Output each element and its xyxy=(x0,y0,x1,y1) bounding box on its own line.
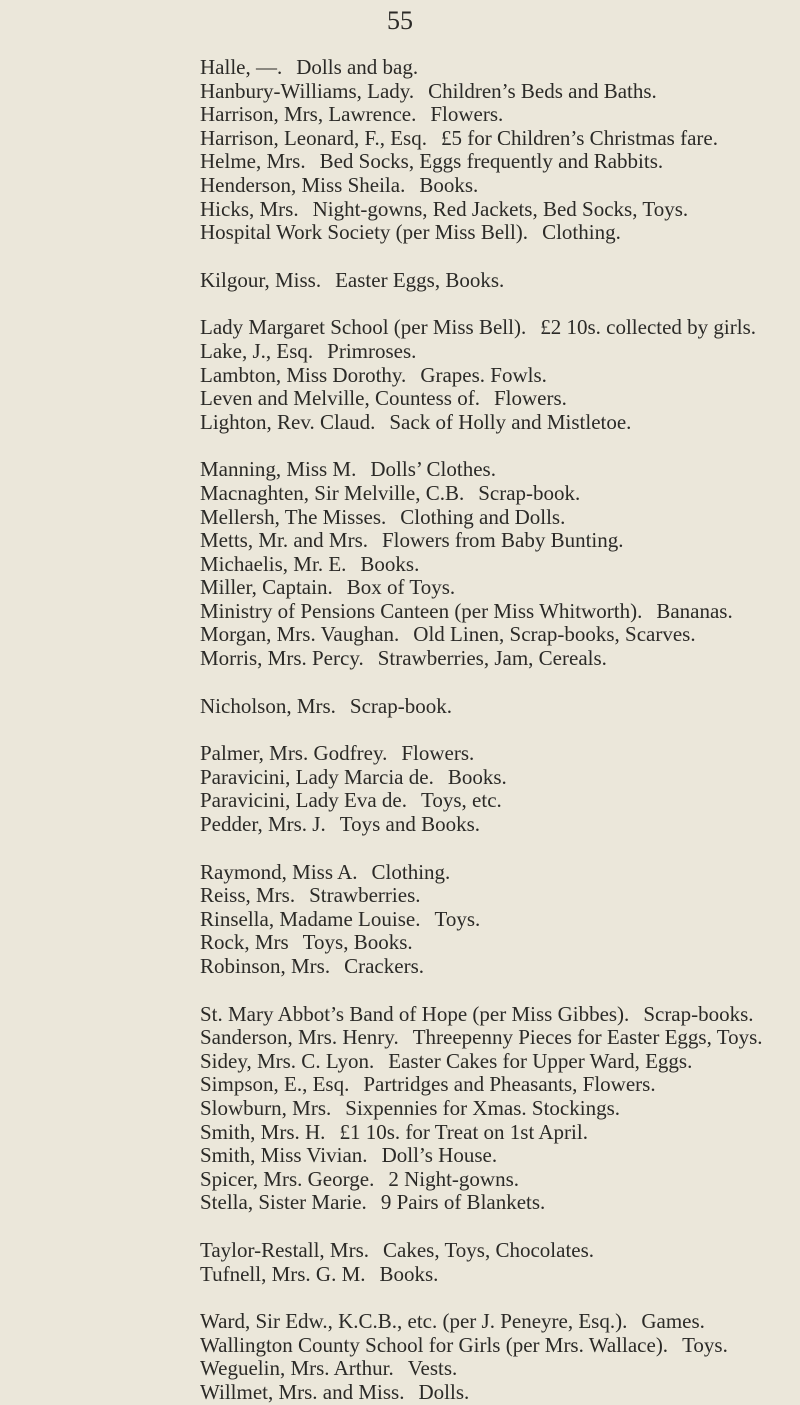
donor-group xyxy=(200,1003,790,1215)
donation-description: Toys. xyxy=(682,1332,728,1357)
donation-description: Sixpennies for Xmas. Stockings. xyxy=(345,1095,620,1120)
donor-entry xyxy=(200,103,790,127)
donor-name: St. Mary Abbot’s Band of Hope (per Miss Gibbes). xyxy=(200,1001,630,1026)
donor-entry xyxy=(200,600,790,624)
donor-entry xyxy=(200,364,790,388)
donation-description: Partridges and Pheasants, Flowers. xyxy=(363,1072,656,1097)
donor-entry xyxy=(200,316,790,340)
donor-name: Ministry of Pensions Canteen (per Miss Whitworth). xyxy=(200,598,643,623)
donor-name: Spicer, Mrs. George. xyxy=(200,1166,375,1191)
donation-description: Flowers from Baby Bunting. xyxy=(382,528,624,553)
donor-name: Paravicini, Lady Marcia de. xyxy=(200,764,434,789)
donor-name: Raymond, Miss A. xyxy=(200,859,358,884)
donor-name: Sidey, Mrs. C. Lyon. xyxy=(200,1048,375,1073)
donor-name: Smith, Miss Vivian. xyxy=(200,1143,368,1168)
donor-entry xyxy=(200,1239,790,1263)
donation-description: Scrap-book. xyxy=(478,480,581,505)
donation-description: Night-gowns, Red Jackets, Bed Socks, Toys. xyxy=(312,196,689,221)
donor-entry xyxy=(200,908,790,932)
donor-entry xyxy=(200,576,790,600)
donor-entry xyxy=(200,1381,790,1405)
donor-entry xyxy=(200,1357,790,1381)
donation-description: Cakes, Toys, Chocolates. xyxy=(383,1237,595,1262)
donation-description: Books. xyxy=(419,172,479,197)
donor-name: Pedder, Mrs. J. xyxy=(200,812,326,837)
donor-entry xyxy=(200,56,790,80)
donor-entry xyxy=(200,387,790,411)
donor-entry xyxy=(200,955,790,979)
donor-group xyxy=(200,316,790,434)
donation-description: £1 10s. for Treat on 1st April. xyxy=(339,1119,588,1144)
donor-name: Lady Margaret School (per Miss Bell). xyxy=(200,315,527,340)
donor-entry xyxy=(200,861,790,885)
donor-entry xyxy=(200,269,790,293)
donor-entry xyxy=(200,1144,790,1168)
donor-group xyxy=(200,1239,790,1286)
donation-description: Toys and Books. xyxy=(339,812,481,837)
donor-name: Ward, Sir Edw., K.C.B., etc. (per J. Peneyre, Esq.). xyxy=(200,1309,628,1334)
donor-name: Sanderson, Mrs. Henry. xyxy=(200,1025,399,1050)
donor-group xyxy=(200,458,790,670)
donor-name: Tufnell, Mrs. G. M. xyxy=(200,1261,366,1286)
donor-name: Morgan, Mrs. Vaughan. xyxy=(200,622,400,647)
donation-description: Children’s Beds and Baths. xyxy=(428,78,657,103)
donor-entry xyxy=(200,340,790,364)
donation-description: Doll’s House. xyxy=(381,1143,498,1168)
donor-entry xyxy=(200,623,790,647)
donation-description: Box of Toys. xyxy=(346,575,456,600)
donation-description: Dolls. xyxy=(418,1379,470,1404)
donation-description: Primroses. xyxy=(327,338,417,363)
donor-name: Willmet, Mrs. and Miss. xyxy=(200,1379,405,1404)
donor-entry xyxy=(200,150,790,174)
donor-name: Morris, Mrs. Percy. xyxy=(200,646,364,671)
donor-entry xyxy=(200,884,790,908)
donor-name: Robinson, Mrs. xyxy=(200,954,331,978)
donor-entry xyxy=(200,1097,790,1121)
donation-description: Toys. xyxy=(434,906,481,931)
donation-description: Books. xyxy=(447,764,507,789)
donor-name: Nicholson, Mrs. xyxy=(200,693,336,718)
donor-name: Metts, Mr. and Mrs. xyxy=(200,528,368,553)
donation-description: Bananas. xyxy=(656,598,733,623)
donor-name: Smith, Mrs. H. xyxy=(200,1119,326,1144)
donor-entry xyxy=(200,789,790,813)
donation-description: Clothing. xyxy=(371,859,451,884)
donor-name: Harrison, Leonard, F., Esq. xyxy=(200,125,427,150)
donor-name: Mellersh, The Misses. xyxy=(200,504,387,529)
donor-name: Paravicini, Lady Eva de. xyxy=(200,788,408,813)
donor-entry xyxy=(200,506,790,530)
donation-description: Toys, Books. xyxy=(302,930,413,955)
donor-group xyxy=(200,269,790,293)
donor-entry xyxy=(200,1073,790,1097)
donation-description: £2 10s. collected by girls. xyxy=(540,315,757,340)
donation-description: 2 Night-gowns. xyxy=(388,1166,519,1191)
donor-name: Miller, Captain. xyxy=(200,575,333,600)
donor-entry xyxy=(200,931,790,955)
donor-group xyxy=(200,56,790,245)
donor-entry xyxy=(200,198,790,222)
donor-group xyxy=(200,861,790,979)
donor-entry xyxy=(200,1121,790,1145)
donor-name: Reiss, Mrs. xyxy=(200,883,296,908)
donation-description: £5 for Children’s Christmas fare. xyxy=(440,125,718,150)
donation-description: Grapes. Fowls. xyxy=(420,362,547,387)
donor-entry xyxy=(200,482,790,506)
donor-name: Lake, J., Esq. xyxy=(200,338,314,363)
donor-entry xyxy=(200,1003,790,1027)
donor-entry xyxy=(200,1050,790,1074)
donor-name: Henderson, Miss Sheila. xyxy=(200,172,406,197)
donation-description: Old Linen, Scrap-books, Scarves. xyxy=(413,622,696,647)
donor-entry xyxy=(200,411,790,435)
donor-name: Hanbury-Williams, Lady. xyxy=(200,78,415,103)
donor-name: Stella, Sister Marie. xyxy=(200,1190,367,1215)
donation-description: Games. xyxy=(641,1309,705,1334)
donor-name: Leven and Melville, Countess of. xyxy=(200,386,480,411)
donor-name: Lambton, Miss Dorothy. xyxy=(200,362,407,387)
donation-description: Easter Eggs, Books. xyxy=(335,267,505,292)
donor-entry xyxy=(200,458,790,482)
donor-name: Macnaghten, Sir Melville, C.B. xyxy=(200,480,465,505)
donor-group xyxy=(200,1310,790,1404)
donor-name: Palmer, Mrs. Godfrey. xyxy=(200,741,388,766)
donor-entry xyxy=(200,1026,790,1050)
donor-name: Simpson, E., Esq. xyxy=(200,1072,350,1097)
donation-description: Books. xyxy=(360,551,420,576)
donor-name: Hospital Work Society (per Miss Bell). xyxy=(200,220,529,245)
donor-name: Helme, Mrs. xyxy=(200,149,306,174)
donation-description: Flowers. xyxy=(493,386,567,411)
donor-entry xyxy=(200,174,790,198)
donor-name: Weguelin, Mrs. Arthur. xyxy=(200,1356,394,1381)
donation-description: Clothing. xyxy=(542,220,621,245)
donor-entry xyxy=(200,1263,790,1287)
donor-entry xyxy=(200,80,790,104)
donor-entry xyxy=(200,1168,790,1192)
donation-description: Dolls and bag. xyxy=(296,55,419,79)
donation-description: Clothing and Dolls. xyxy=(400,504,566,529)
donor-entry xyxy=(200,127,790,151)
donation-description: 9 Pairs of Blankets. xyxy=(380,1190,546,1215)
donor-name: Michaelis, Mr. E. xyxy=(200,551,347,576)
donation-description: Crackers. xyxy=(344,954,424,978)
donation-description: Threepenny Pieces for Easter Eggs, Toys. xyxy=(412,1025,763,1050)
donor-name: Rock, Mrs xyxy=(200,930,289,955)
donation-description: Flowers. xyxy=(401,741,475,766)
donor-list xyxy=(200,56,790,1405)
donor-name: Hicks, Mrs. xyxy=(200,196,299,221)
donor-name: Halle, —. xyxy=(200,55,283,79)
donor-name: Lighton, Rev. Claud. xyxy=(200,409,376,434)
donor-group xyxy=(200,695,790,719)
donation-description: Dolls’ Clothes. xyxy=(370,457,496,482)
donor-entry xyxy=(200,529,790,553)
donor-entry xyxy=(200,813,790,837)
donor-name: Wallington County School for Girls (per Mrs. Wallace). xyxy=(200,1332,669,1357)
donation-description: Bed Socks, Eggs frequently and Rabbits. xyxy=(319,149,664,174)
donor-group xyxy=(200,742,790,836)
donor-entry xyxy=(200,1191,790,1215)
donation-description: Flowers. xyxy=(430,102,504,127)
donor-entry xyxy=(200,766,790,790)
donor-name: Harrison, Mrs, Lawrence. xyxy=(200,102,417,127)
donor-entry xyxy=(200,553,790,577)
donor-entry xyxy=(200,742,790,766)
donation-description: Vests. xyxy=(407,1356,458,1381)
donation-description: Scrap-books. xyxy=(643,1001,754,1026)
donor-name: Slowburn, Mrs. xyxy=(200,1095,332,1120)
donor-name: Kilgour, Miss. xyxy=(200,267,322,292)
donation-description: Strawberries. xyxy=(309,883,421,908)
donation-description: Sack of Holly and Mistletoe. xyxy=(389,409,632,434)
donor-name: Rinsella, Madame Louise. xyxy=(200,906,421,931)
donation-description: Easter Cakes for Upper Ward, Eggs. xyxy=(388,1048,693,1073)
donor-entry xyxy=(200,221,790,245)
donation-description: Books. xyxy=(379,1261,439,1286)
donor-name: Manning, Miss M. xyxy=(200,457,357,482)
donation-description: Strawberries, Jam, Cereals. xyxy=(377,646,607,671)
donor-entry xyxy=(200,695,790,719)
donor-name: Taylor-Restall, Mrs. xyxy=(200,1237,369,1262)
donation-description: Toys, etc. xyxy=(421,788,502,813)
donor-entry xyxy=(200,1310,790,1334)
donation-description: Scrap-book. xyxy=(349,693,452,718)
donor-entry xyxy=(200,647,790,671)
page-number: 55 xyxy=(387,6,413,35)
